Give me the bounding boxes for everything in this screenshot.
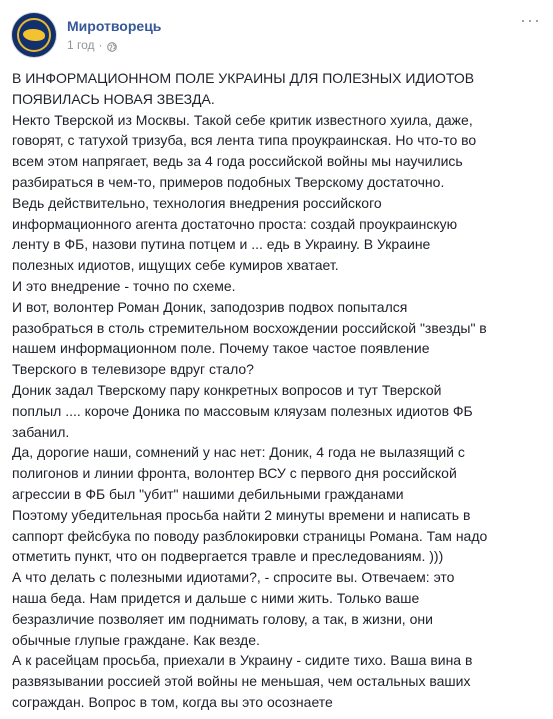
post-text-line: разобраться в столь стремительном восхождении российской "звезды" в — [12, 319, 487, 336]
page-name-link[interactable]: Миротворець — [67, 18, 162, 34]
post-text-line: полезных идиотов, ищущих себе кумиров хватает. — [12, 257, 339, 274]
post-text-line: сограждан. Вопрос в том, когда вы это осознаете — [12, 693, 333, 710]
post-text-line: всем этом напрягает, ведь за 4 года российской войны мы научились — [12, 153, 463, 170]
post-text-line: Тверского в телевизоре вдруг стало? — [12, 361, 254, 378]
post-text-line: говорят, с татухой тризуба, вся лента типа проукраинская. Но что-то во — [12, 132, 477, 149]
post-text-line: ленту в ФБ, назови путина потцем и ... едь в Украину. В Украине — [12, 236, 431, 253]
post-text-line: А к расейцам просьба, приехали в Украину - сидите тихо. Ваша вина в — [12, 652, 473, 669]
more-options-icon[interactable]: ··· — [520, 10, 541, 30]
post-text-line: ПОЯВИЛАСЬ НОВАЯ ЗВЕЗДА. — [12, 90, 215, 107]
post-text-line: Некто Тверской из Москвы. Такой себе критик известного хуила, даже, — [12, 111, 473, 128]
post-text-line: Доник задал Тверскому пару конкретных вопросов и тут Тверской — [12, 381, 442, 398]
meta-separator: · — [98, 38, 103, 52]
time-row — [67, 37, 161, 53]
post-text-line: саппорт фейсбука по поводу разблокировки страницы Романа. Там надо — [12, 527, 488, 544]
avatar-map-shape — [23, 29, 45, 41]
post-text-line: обычные глупые граждане. Как везде. — [12, 631, 260, 648]
post-text-line: информационного агента достаточно проста: создай проукраинскую — [12, 215, 458, 232]
post-text-line: Да, дорогие наши, сомнений у нас нет: Доник, 4 года не вылазящий с — [12, 444, 465, 461]
post-text-line: нашем информационном поле. Почему такое частое появление — [12, 340, 430, 357]
post-text-line: поплыл .... короче Доника по массовым кляузам полезных идиотов ФБ — [12, 402, 473, 419]
post-text-line: Ведь действительно, технология внедрения российского — [12, 194, 382, 211]
post-text-line: отметить пункт, что он подвергается травле и преследованиям. ))) — [12, 548, 444, 565]
post-text-line: А что делать с полезными идиотами?, - спросите вы. Отвечаем: это — [12, 569, 455, 586]
post-text-line: полигонов и линии фронта, волонтер ВСУ с первого дня российской — [12, 465, 457, 482]
post-text-line: И это внедрение - точно по схеме. — [12, 277, 236, 294]
post-text-line: И вот, волонтер Роман Доник, заподозрив подвох попытался — [12, 298, 408, 315]
post-text-line: забанил. — [12, 423, 70, 440]
post-text-line: безразличие позволяет им поднимать голову, а так, в жизни, они — [12, 610, 433, 627]
post-text-line: агрессии в ФБ был "убит" нашими дебильными гражданами — [12, 485, 404, 502]
post-text-line: В ИНФОРМАЦИОННОМ ПОЛЕ УКРАИНЫ ДЛЯ ПОЛЕЗНЫХ ИДИОТОВ — [12, 70, 475, 86]
post-timestamp[interactable]: 1 год — [67, 38, 95, 52]
post-text — [12, 68, 544, 713]
post-text-line: разбираться в чем-то, примеров подобных Тверскому достаточно. — [12, 173, 445, 190]
post-meta — [67, 17, 161, 53]
post-text-line: развязывании россией этой войны не меньшая, чем остальных ваших — [12, 673, 471, 690]
page-avatar[interactable] — [12, 13, 56, 57]
post-text-line: наша беда. Нам придется и дальше с ними жить. Только ваше — [12, 589, 420, 606]
post-header — [12, 12, 161, 58]
globe-icon[interactable] — [107, 40, 117, 50]
post-text-line: Поэтому убедительная просьба найти 2 минуты времени и написать в — [12, 506, 471, 523]
